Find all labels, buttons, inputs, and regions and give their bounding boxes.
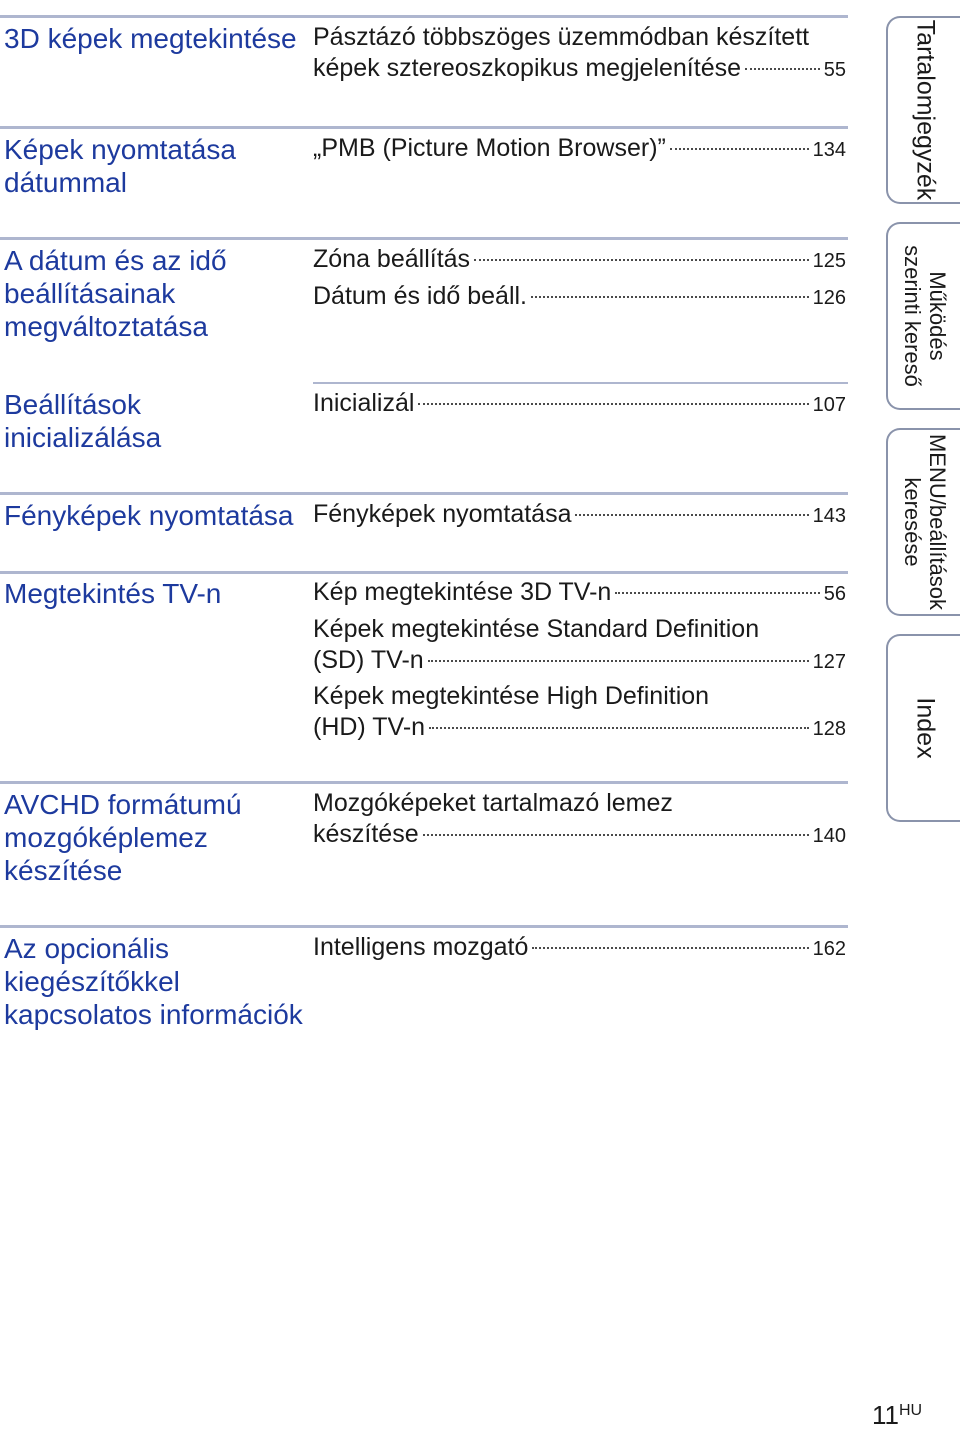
toc-entry[interactable] [313,22,846,86]
category-print-photos[interactable]: Fényképek nyomtatása [4,500,294,531]
entry-lead-text: Mozgóképeket tartalmazó lemez [313,789,673,817]
entry-text: Intelligens mozgató [313,933,529,961]
page-ref[interactable]: 162 [812,938,846,960]
page-ref[interactable]: 107 [812,394,846,416]
entry-text: képek sztereoszkopikus megjelenítése [313,54,742,82]
section-divider [0,15,848,18]
tab-table-of-contents[interactable] [886,16,960,204]
leader-dots [418,403,808,405]
category-print-with-date[interactable]: Képek nyomtatása dátummal [4,134,236,198]
toc-entry[interactable] [313,932,846,965]
entry-text: (SD) TV-n [313,646,424,674]
leader-dots [474,259,809,261]
section-divider [0,925,848,928]
entry-lead-text: Pásztázó többszöges üzemmódban készített [313,23,810,51]
leader-dots [745,68,820,70]
section-divider [0,571,848,574]
toc-entry[interactable] [313,681,846,745]
leader-dots [670,148,809,150]
entry-text: Inicializál [313,389,415,417]
entry-text: Zóna beállítás [313,245,471,273]
entry-lead-text: Képek megtekintése High Definition [313,682,710,710]
page-ref[interactable]: 143 [812,505,846,527]
entry-lead-text: Képek megtekintése Standard Definition [313,615,760,643]
entry-text: „PMB (Picture Motion Browser)” [313,134,666,162]
page-ref[interactable]: 56 [823,583,846,605]
leader-dots [615,592,819,594]
entry-text: Fényképek nyomtatása [313,500,572,528]
tab-label: Index [911,697,940,759]
leader-dots [423,834,809,836]
section-divider [0,492,848,495]
leader-dots [428,660,809,662]
page-ref[interactable]: 125 [812,250,846,272]
toc-entry[interactable] [313,388,846,421]
toc-entry[interactable] [313,788,846,852]
section-divider [0,237,848,240]
category-3d-viewing[interactable]: 3D képek megtekintése [4,23,297,54]
category-view-on-tv[interactable]: Megtekintés TV-n [4,578,222,609]
page-ref[interactable]: 127 [812,651,846,673]
page-ref[interactable]: 140 [812,825,846,847]
entry-text: Kép megtekintése 3D TV-n [313,578,612,606]
entry-text: (HD) TV-n [313,713,426,741]
toc-entry[interactable] [313,133,846,166]
leader-dots [575,514,808,516]
section-divider [0,126,848,129]
tab-label: Működés szerinti kereső [900,245,950,387]
section-divider [313,382,848,384]
category-reset-settings[interactable]: Beállítások inicializálása [4,389,162,453]
tab-label: Tartalomjegyzék [911,19,940,201]
toc-entry[interactable] [313,614,846,678]
page-number: $11^{HU}$ [872,1400,923,1430]
toc-entry[interactable] [313,281,846,314]
toc-entry[interactable] [313,577,846,610]
leader-dots [429,727,809,729]
category-avchd-disc[interactable]: AVCHD formátumú mozgóképlemez készítése [4,789,242,886]
section-divider [0,781,848,784]
tab-label: MENU/beállítások keresése [900,433,950,611]
tab-operation-search[interactable] [886,222,960,410]
leader-dots [531,296,809,298]
page-ref[interactable]: 134 [812,139,846,161]
page-language: HU [899,1402,923,1419]
category-optional-accessories[interactable]: Az opcionális kiegészítőkkel kapcsolatos információk [4,933,303,1030]
leader-dots [532,947,808,949]
entry-text: készítése [313,820,419,848]
toc-entry[interactable] [313,244,846,277]
tab-menu-settings-search[interactable] [886,428,960,616]
category-date-time-settings[interactable]: A dátum és az idő beállításainak megváltoztatása [4,245,227,342]
page-ref[interactable]: 55 [823,59,846,81]
page-ref[interactable]: 128 [812,718,846,740]
entry-text: Dátum és idő beáll. [313,282,528,310]
tab-index[interactable] [886,634,960,822]
toc-entry[interactable] [313,499,846,532]
page-ref[interactable]: 126 [812,287,846,309]
